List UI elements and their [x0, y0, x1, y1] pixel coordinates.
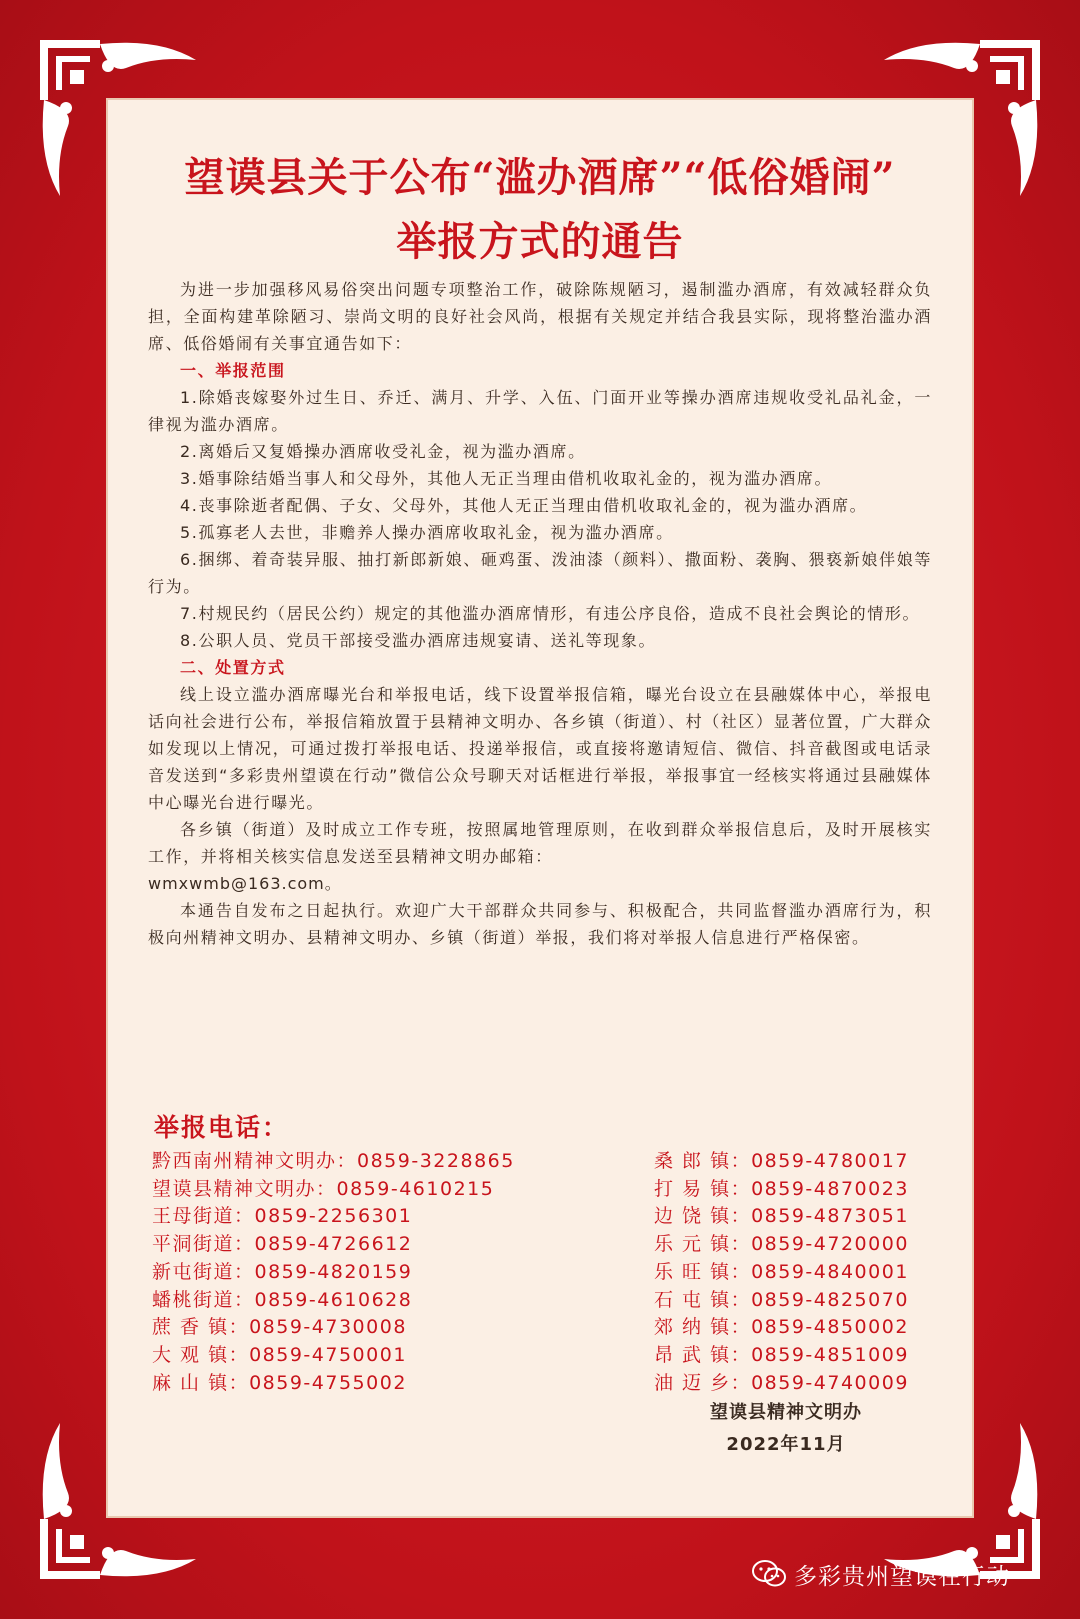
hotline-list-left — [152, 1148, 582, 1397]
hotline-entry: 黔西南州精神文明办：0859-3228865 — [152, 1150, 515, 1172]
hotline-entry: 乐 元 镇：0859-4720000 — [654, 1233, 909, 1256]
hotline-entry: 石 屯 镇：0859-4825070 — [654, 1288, 909, 1311]
report-scope-item: 3.婚事除结婚当事人和父母外，其他人无正当理由借机收取礼金的，视为滥办酒席。 — [180, 469, 833, 488]
report-scope-item: 8.公职人员、党员干部接受滥办酒席违规宴请、送礼等现象。 — [180, 631, 657, 650]
hotline-list-right — [654, 1148, 954, 1397]
hotline-entry: 郊 纳 镇：0859-4850002 — [654, 1316, 909, 1339]
report-scope-item: 5.孤寡老人去世，非赡养人操办酒席收取礼金，视为滥办酒席。 — [180, 523, 674, 542]
report-scope-item: 4.丧事除逝者配偶、子女、父母外，其他人无正当理由借机收取礼金的，视为滥办酒席。 — [180, 496, 868, 515]
hotline-entry: 蟠桃街道：0859-4610628 — [152, 1288, 413, 1311]
notice-paper — [106, 98, 974, 1518]
hotline-entry: 平洞街道：0859-4726612 — [152, 1233, 413, 1256]
notice-body — [148, 276, 932, 951]
report-scope-item: 1.除婚丧嫁娶外过生日、乔迁、满月、升学、入伍、门面开业等操办酒席违规收受礼品礼金，一律视为滥办酒席。 — [148, 388, 932, 434]
wechat-watermark — [752, 1556, 1010, 1592]
hotline-entry: 望谟县精神文明办：0859-4610215 — [152, 1177, 495, 1200]
handling-paragraph-1: 线上设立滥办酒席曝光台和举报电话，线下设置举报信箱，曝光台设立在县融媒体中心，举报电话向社会进行公布，举报信箱放置于县精神文明办、各乡镇（街道）、村（社区）显著位置，广大群众如发现以上情况，可通过拨打举报电话、投递举报信，或直接将邀请短信、微信、抖音截图或电话录音发送到“多彩贵州望谟在行动”微信公众号聊天对话框进行举报，举报事宜一经核实将通过县融媒体中心曝光台进行曝光。 — [148, 685, 933, 812]
hotline-entry: 蔗 香 镇：0859-4730008 — [152, 1316, 407, 1339]
hotline-entry: 麻 山 镇：0859-4755002 — [152, 1371, 407, 1394]
section1-heading: 一、举报范围 — [180, 361, 286, 380]
hotline-entry: 打 易 镇：0859-4870023 — [654, 1177, 909, 1200]
hotline-entry: 乐 旺 镇：0859-4840001 — [654, 1260, 909, 1283]
report-scope-item: 7.村规民约（居民公约）规定的其他滥办酒席情形，有违公序良俗，造成不良社会舆论的情形。 — [180, 604, 921, 623]
hotline-entry: 王母街道：0859-2256301 — [152, 1205, 413, 1228]
intro-paragraph: 为进一步加强移风易俗突出问题专项整治工作，破除陈规陋习，遏制滥办酒席，有效减轻群众负担，全面构建革除陋习、崇尚文明的良好社会风尚，根据有关规定并结合我县实际，现将整治滥办酒席、低俗婚闹有关事宜通告如下： — [148, 280, 932, 353]
handling-paragraph-2: 各乡镇（街道）及时成立工作专班，按照属地管理原则，在收到群众举报信息后，及时开展核实工作，并将相关核实信息发送至县精神文明办邮箱： — [148, 820, 932, 866]
section2-heading: 二、处置方式 — [180, 658, 286, 677]
closing-paragraph: 本通告自发布之日起执行。欢迎广大干部群众共同参与、积极配合，共同监督滥办酒席行为，积极向州精神文明办、县精神文明办、乡镇（街道）举报，我们将对举报人信息进行严格保密。 — [148, 901, 932, 947]
hotline-entry: 油 迈 乡：0859-4740009 — [654, 1371, 909, 1394]
wechat-icon — [752, 1560, 786, 1588]
hotline-entry: 昂 武 镇：0859-4851009 — [654, 1343, 909, 1366]
report-scope-item: 6.捆绑、着奇装异服、抽打新郎新娘、砸鸡蛋、泼油漆（颜料）、撒面粉、袭胸、猥亵新娘伴娘等行为。 — [148, 550, 932, 596]
hotline-entry: 边 饶 镇：0859-4873051 — [654, 1205, 909, 1228]
hotline-heading: 举报电话： — [154, 1113, 290, 1142]
notice-title-line2: 举报方式的通告 — [396, 218, 684, 265]
issuer-name: 望谟县精神文明办 — [710, 1402, 862, 1423]
hotline-entry: 桑 郎 镇：0859-4780017 — [654, 1150, 909, 1172]
hotline-entry: 大 观 镇：0859-4750001 — [152, 1343, 407, 1366]
email-address: wmxwmb@163.com。 — [148, 874, 342, 893]
issue-date: 2022年11月 — [726, 1434, 846, 1455]
hotline-entry: 新屯街道：0859-4820159 — [152, 1260, 413, 1283]
report-scope-item: 2.离婚后又复婚操办酒席收受礼金，视为滥办酒席。 — [180, 442, 586, 461]
notice-title-line1: 望谟县关于公布“滥办酒席”“低俗婚闹” — [184, 154, 896, 201]
watermark-text: 多彩贵州望谟在行动 — [794, 1563, 1010, 1590]
